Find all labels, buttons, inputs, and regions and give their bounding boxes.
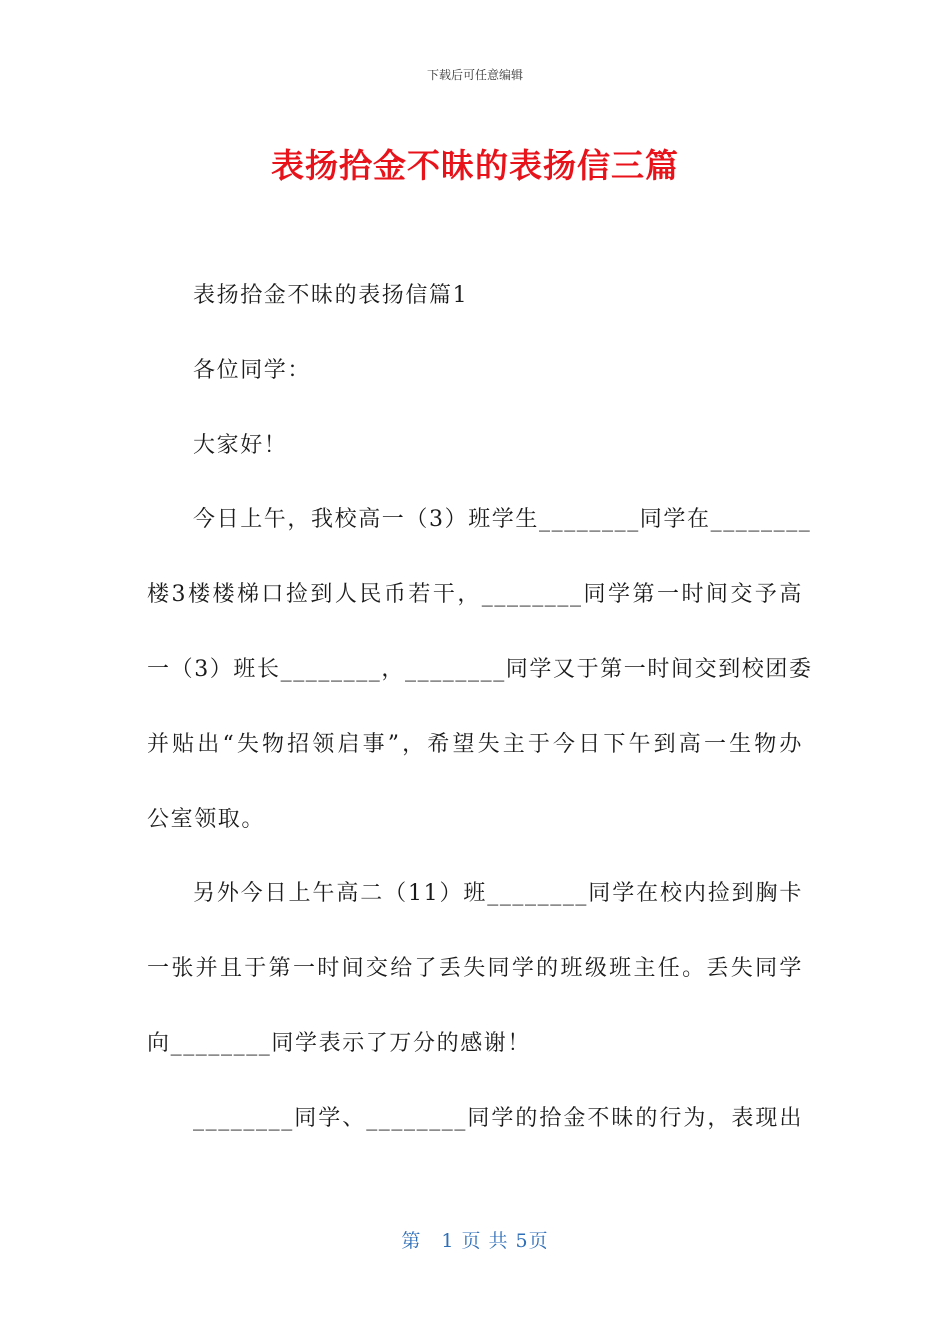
- greeting: 大家好！: [193, 432, 288, 458]
- document-title: 表扬拾金不昧的表扬信三篇: [271, 146, 679, 185]
- paragraph-line: 公室领取。: [147, 806, 266, 832]
- paragraph-line: 另外今日上午高二（11）班________同学在校内捡到胸卡: [193, 881, 803, 907]
- section-heading: 表扬拾金不昧的表扬信篇1: [193, 283, 469, 308]
- paragraph-line: 向________同学表示了万分的感谢！: [147, 1030, 532, 1056]
- paragraph-line: 一张并且于第一时间交给了丢失同学的班级班主任。丢失同学: [147, 956, 803, 982]
- paragraph-line: 今日上午，我校高一（3）班学生________同学在________: [193, 507, 812, 533]
- paragraph-line: 楼3楼楼梯口捡到人民币若干，________同学第一时间交予高: [147, 582, 803, 608]
- salutation: 各位同学：: [193, 357, 312, 383]
- document-body: [147, 268, 813, 1166]
- paragraph-line: 一（3）班长________，________同学又于第一时间交到校团委: [147, 656, 813, 682]
- header-note: 下载后可任意编辑: [426, 68, 523, 82]
- page-number: 第 1 页 共 5页: [401, 1230, 549, 1252]
- paragraph-line: 并贴出“失物招领启事”，希望失主于今日下午到高一生物办: [147, 731, 803, 757]
- paragraph-line: ________同学、________同学的拾金不昧的行为，表现出: [193, 1105, 803, 1131]
